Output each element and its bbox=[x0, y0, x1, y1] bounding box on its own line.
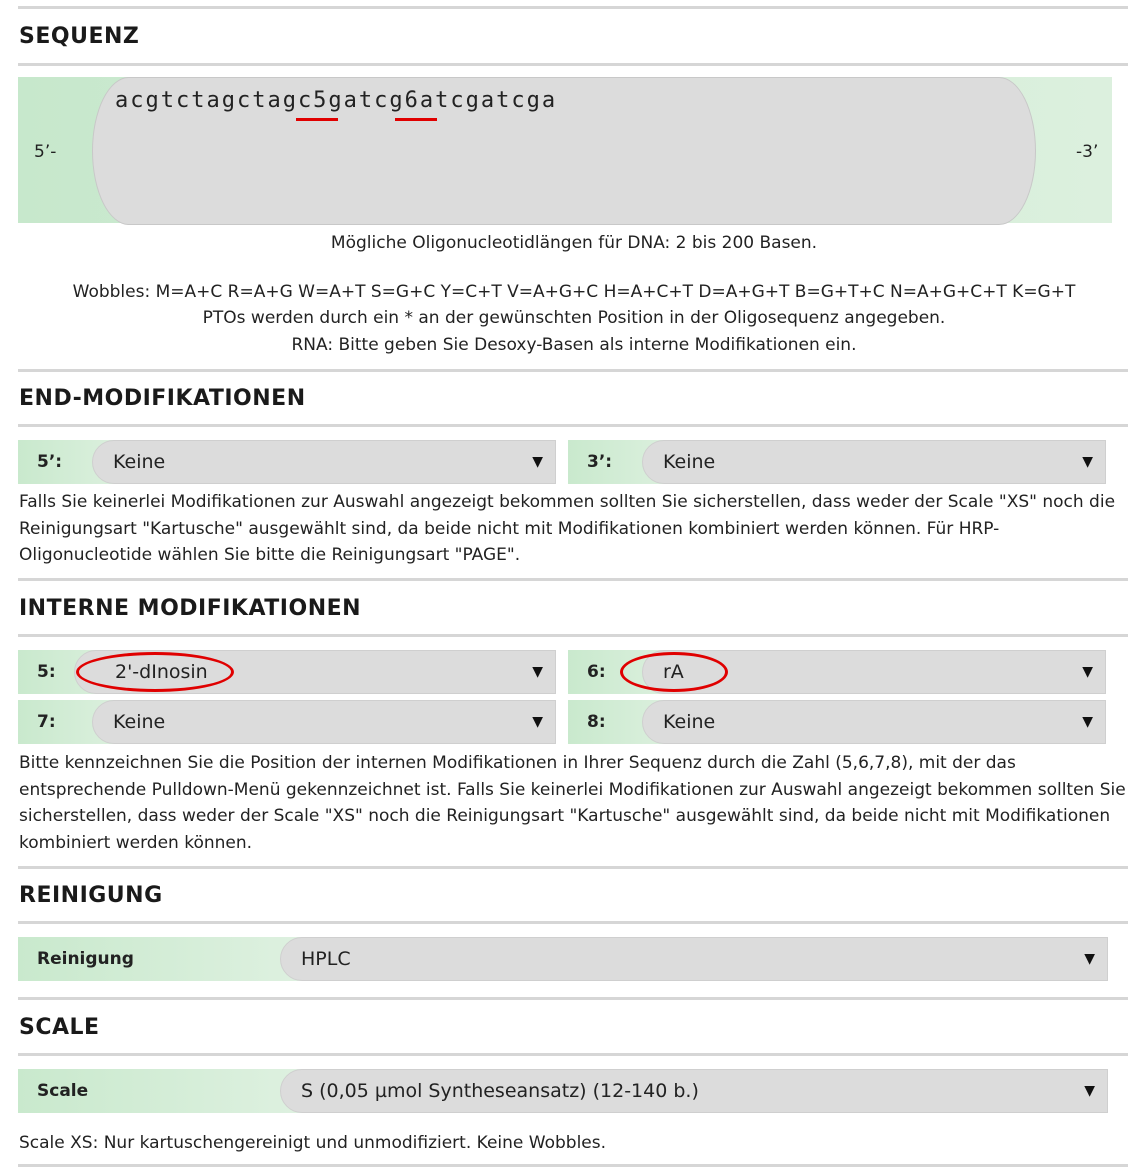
three-prime-label: -3’ bbox=[1076, 142, 1099, 162]
chevron-down-icon[interactable]: ▼ bbox=[532, 714, 543, 730]
select-label: 6: bbox=[568, 650, 688, 694]
select-value: rA bbox=[663, 661, 684, 683]
select-value: Keine bbox=[663, 451, 716, 473]
select-mod-7[interactable] bbox=[18, 700, 556, 744]
select-value: Keine bbox=[113, 711, 166, 733]
chevron-down-icon[interactable]: ▼ bbox=[1084, 1083, 1095, 1099]
divider bbox=[18, 63, 1128, 66]
section-title-scale: SCALE bbox=[19, 1015, 100, 1040]
select-3prime[interactable] bbox=[568, 440, 1106, 484]
divider bbox=[18, 424, 1128, 427]
divider bbox=[18, 921, 1128, 924]
annotation-underline bbox=[395, 118, 437, 121]
select-purification[interactable] bbox=[18, 937, 1108, 981]
select-label: Reinigung bbox=[18, 937, 318, 981]
select-scale[interactable] bbox=[18, 1069, 1108, 1113]
divider bbox=[18, 1164, 1128, 1167]
divider bbox=[18, 997, 1128, 1000]
select-value: Keine bbox=[663, 711, 716, 733]
chevron-down-icon[interactable]: ▼ bbox=[1082, 714, 1093, 730]
end-mod-note: Falls Sie keinerlei Modifikationen zur Auswahl angezeigt bekommen sollten Sie sicherstellen, dass weder der Scale "XS" noch die Reinigungsart "Kartusche" ausgewählt sind, da beide nicht mit Modifikationen kombiniert werden können. Für HRP-Oligonucleotide wählen Sie bitte die Reinigungsart "PAGE". bbox=[19, 492, 1116, 565]
int-mod-note: Bitte kennzeichnen Sie die Position der internen Modifikationen in Ihrer Sequenz durch die Zahl (5,6,7,8), mit der das entsprechende Pulldown-Menü gekennzeichnet ist. Falls Sie keinerlei Modifikationen zur Auswahl angezeigt bekommen sollten Sie sicherstellen, dass weder der Scale "XS" noch die Reinigungsart "Kartusche" ausgewählt sind, da beide nicht mit Modifikationen kombiniert werden können. bbox=[19, 753, 1126, 853]
chevron-down-icon[interactable]: ▼ bbox=[1082, 454, 1093, 470]
divider bbox=[18, 6, 1128, 9]
select-value: Keine bbox=[113, 451, 166, 473]
select-field[interactable] bbox=[280, 937, 1108, 981]
select-value: HPLC bbox=[301, 948, 351, 970]
chevron-down-icon[interactable]: ▼ bbox=[1084, 951, 1095, 967]
divider bbox=[18, 369, 1128, 372]
select-5prime[interactable] bbox=[18, 440, 556, 484]
length-note: Mögliche Oligonucleotidlängen für DNA: 2 bis 200 Basen. bbox=[330, 233, 818, 253]
select-label: 3’: bbox=[568, 440, 688, 484]
select-label: 8: bbox=[568, 700, 688, 744]
select-value: 2'-dInosin bbox=[115, 661, 208, 683]
divider bbox=[18, 866, 1128, 869]
divider bbox=[18, 1053, 1128, 1056]
rna-note: RNA: Bitte geben Sie Desoxy-Basen als interne Modifikationen ein. bbox=[291, 335, 857, 355]
select-field[interactable] bbox=[642, 700, 1106, 744]
annotation-circle bbox=[620, 652, 728, 692]
scale-note: Scale XS: Nur kartuschengereinigt und unmodifiziert. Keine Wobbles. bbox=[19, 1133, 607, 1153]
section-title-int-mod: INTERNE MODIFIKATIONEN bbox=[19, 596, 362, 621]
pto-note: PTOs werden durch ein * an der gewünschten Position in der Oligosequenz angegeben. bbox=[202, 308, 946, 328]
select-label: Scale bbox=[18, 1069, 318, 1113]
divider bbox=[18, 578, 1128, 581]
section-title-sequence: SEQUENZ bbox=[19, 24, 140, 49]
sequence-value: acgtctagctagc5gatcg6atcgatcga bbox=[115, 88, 558, 113]
select-value: S (0,05 µmol Syntheseansatz) (12-140 b.) bbox=[301, 1080, 699, 1102]
five-prime-label: 5’- bbox=[34, 142, 57, 162]
chevron-down-icon[interactable]: ▼ bbox=[532, 454, 543, 470]
select-label: 5: bbox=[18, 650, 138, 694]
wobbles-note: Wobbles: M=A+C R=A+G W=A+T S=G+C Y=C+T V=A+G+C H=A+C+T D=A+G+T B=G+T+C N=A+G+C+T K=G+T bbox=[72, 282, 1076, 302]
chevron-down-icon[interactable]: ▼ bbox=[1082, 664, 1093, 680]
chevron-down-icon[interactable]: ▼ bbox=[532, 664, 543, 680]
select-label: 7: bbox=[18, 700, 138, 744]
select-field[interactable] bbox=[92, 440, 556, 484]
section-title-end-mod: END-MODIFIKATIONEN bbox=[19, 386, 306, 411]
divider bbox=[18, 634, 1128, 637]
select-field[interactable] bbox=[92, 700, 556, 744]
select-label: 5’: bbox=[18, 440, 138, 484]
select-field[interactable] bbox=[280, 1069, 1108, 1113]
select-mod-8[interactable] bbox=[568, 700, 1106, 744]
section-title-purification: REINIGUNG bbox=[19, 883, 163, 908]
select-field[interactable] bbox=[642, 440, 1106, 484]
annotation-circle bbox=[76, 652, 234, 692]
annotation-underline bbox=[296, 118, 338, 121]
